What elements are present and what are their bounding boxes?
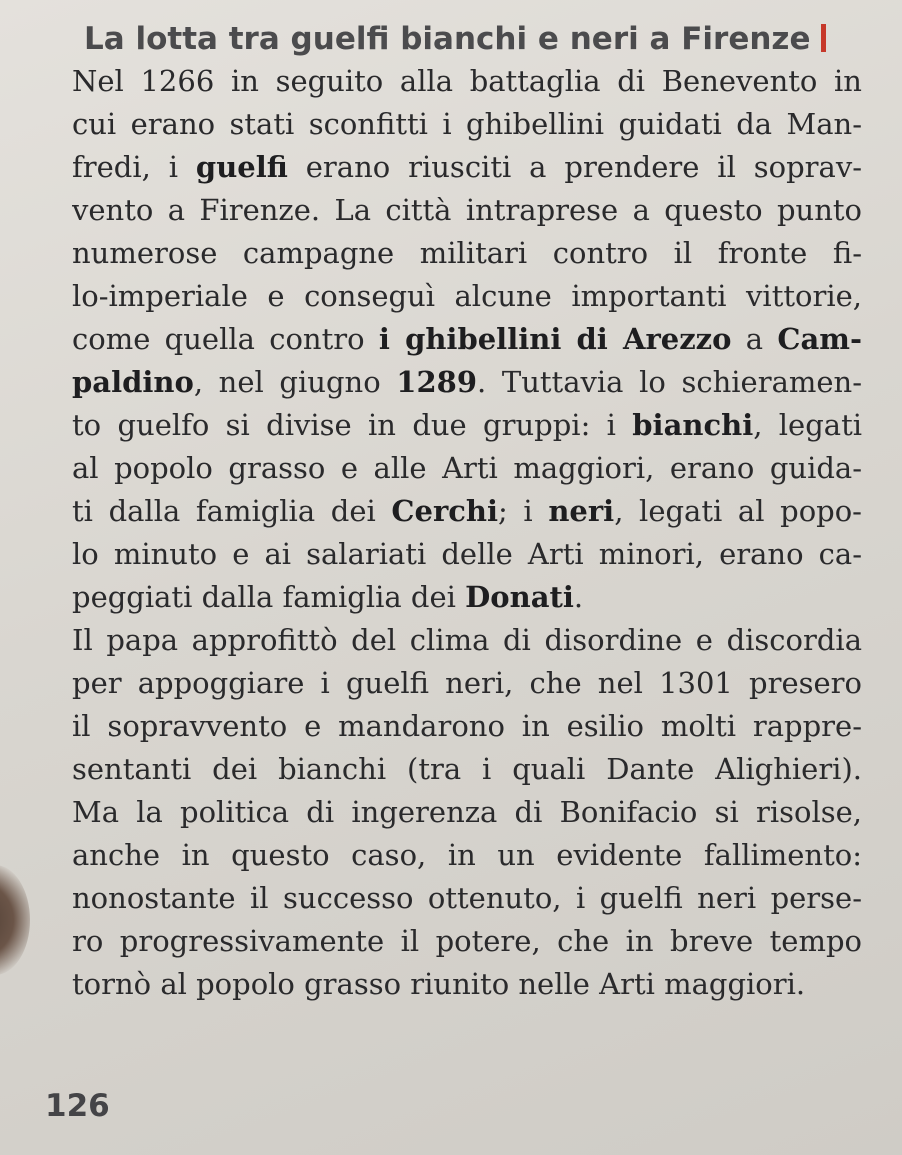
text-segment: a: [731, 322, 778, 356]
text-segment: ; i: [498, 494, 549, 528]
bold-term: i ghibellini di Arezzo: [378, 322, 732, 356]
bold-term: neri: [548, 494, 615, 528]
text-line: ro progressivamente il potere, che in breve tempo: [72, 924, 862, 958]
bold-term: bianchi: [632, 408, 754, 442]
text-line: [72, 361, 862, 404]
text-line: lo minuto e ai salariati delle Arti minori, erano ca-: [72, 537, 862, 571]
text-line: al popolo grasso e alle Arti maggiori, erano guida-: [72, 451, 862, 485]
text-line: cui erano stati sconfitti i ghibellini guidati da Man-: [72, 107, 862, 141]
bold-term: guelfi: [195, 150, 288, 184]
text-line: Il papa approfittò del clima di disordine e discordia: [72, 623, 862, 657]
text-segment: , nel giugno: [193, 365, 397, 399]
text-line: numerose campagne militari contro il fronte fi-: [72, 236, 862, 270]
text-line: [72, 318, 862, 361]
text-line: [72, 404, 862, 447]
heading-text: La lotta tra guelfi bianchi e neri a Firenze: [84, 21, 811, 57]
text-segment: to guelfo si divise in due gruppi: i: [72, 408, 633, 442]
heading-accent-bar: [821, 24, 826, 52]
finger-shadow: [0, 865, 30, 975]
bold-term: Cam-: [777, 322, 862, 356]
text-line: Nel 1266 in seguito alla battaglia di Benevento in: [72, 64, 862, 98]
text-segment: , legati: [753, 408, 862, 442]
text-line: Ma la politica di ingerenza di Bonifacio si risolse,: [72, 795, 862, 829]
bold-term: Cerchi: [391, 494, 498, 528]
bold-term: 1289: [396, 365, 478, 399]
bold-term: Donati: [465, 580, 574, 614]
text-segment: peggiati dalla famiglia dei: [72, 580, 466, 614]
text-segment: ti dalla famiglia dei: [72, 494, 392, 528]
text-line: sentanti dei bianchi (tra i quali Dante Alighieri).: [72, 752, 862, 786]
text-line: [72, 490, 862, 533]
text-line: il sopravvento e mandarono in esilio molti rappre-: [72, 709, 862, 743]
text-line: per appoggiare i guelfi neri, che nel 1301 presero: [72, 666, 862, 700]
text-line: nonostante il successo ottenuto, i guelfi neri perse-: [72, 881, 862, 915]
text-segment: .: [573, 580, 584, 614]
text-line: [72, 146, 862, 189]
text-line: lo-imperiale e conseguì alcune importanti vittorie,: [72, 279, 862, 313]
text-segment: , legati al popo-: [614, 494, 862, 528]
text-line: anche in questo caso, in un evidente fallimento:: [72, 838, 862, 872]
text-line: tornò al popolo grasso riunito nelle Arti maggiori.: [72, 967, 806, 1001]
text-segment: fredi, i: [72, 150, 196, 184]
page-number: 126: [45, 1088, 110, 1124]
text-segment: . Tuttavia lo schieramen-: [477, 365, 862, 399]
body-text: [72, 60, 862, 1006]
text-line: [72, 576, 862, 619]
text-segment: erano riusciti a prendere il soprav-: [287, 150, 862, 184]
section-heading: [84, 18, 864, 60]
text-segment: come quella contro: [72, 322, 379, 356]
bold-term: paldino: [72, 365, 194, 399]
text-line: vento a Firenze. La città intraprese a questo punto: [72, 193, 862, 227]
